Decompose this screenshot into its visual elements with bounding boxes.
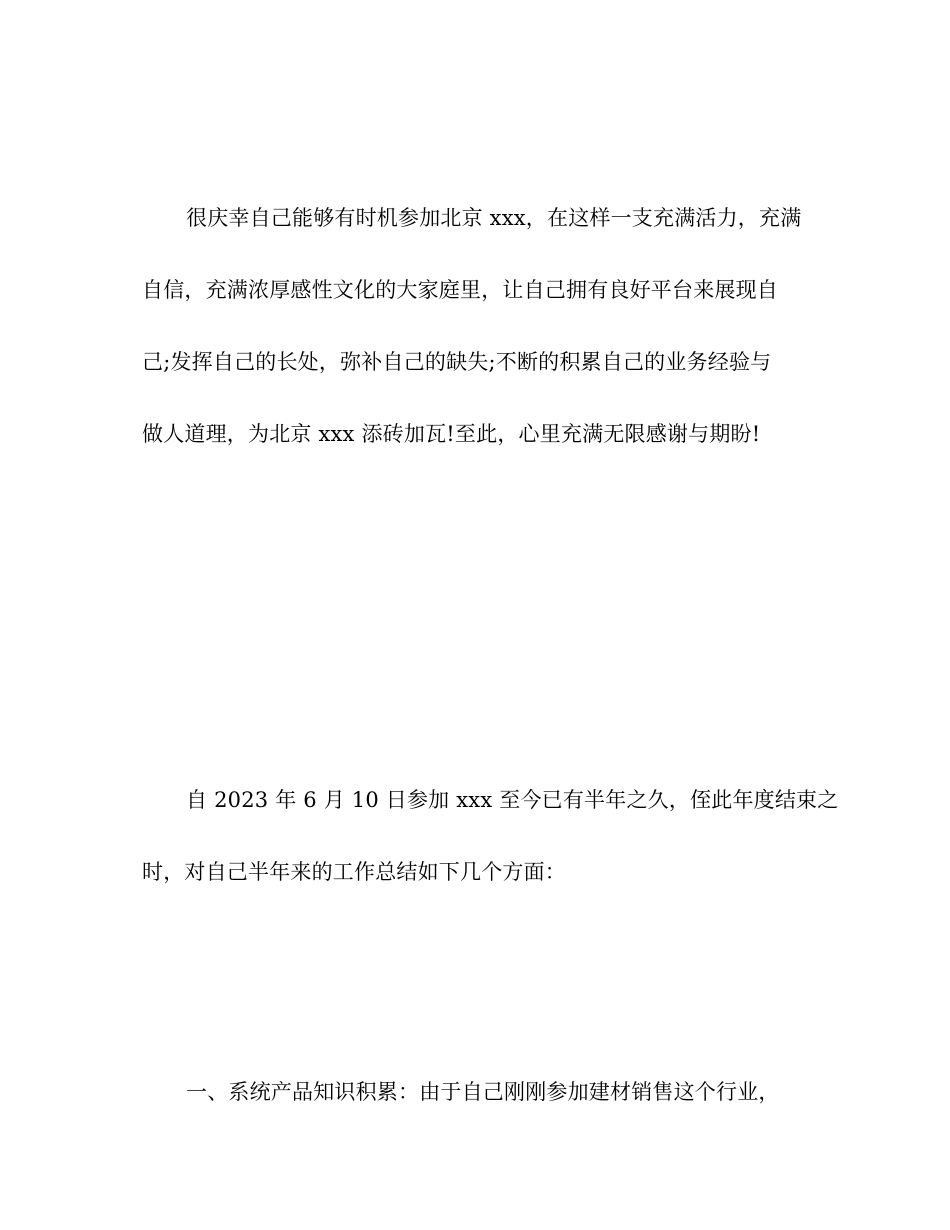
paragraph-2-line-1: 自 2023 年 6 月 10 日参加 xxx 至今已有半年之久，侄此年度结束之 xyxy=(186,788,839,812)
paragraph-1-line-4: 做人道理，为北京 xxx 添砖加瓦!至此，心里充满无限感谢与期盼! xyxy=(142,422,761,446)
paragraph-1-line-1: 很庆幸自己能够有时机参加北京 xxx，在这样一支充满活力，充满 xyxy=(186,206,802,230)
paragraph-1-line-2: 自信，充满浓厚感性文化的大家庭里，让自己拥有良好平台来展现自 xyxy=(142,278,778,302)
paragraph-2-line-2: 时，对自己半年来的工作总结如下几个方面： xyxy=(142,860,566,884)
paragraph-3-line-1: 一、系统产品知识积累：由于自己刚刚参加建材销售这个行业， xyxy=(186,1080,780,1104)
paragraph-1-line-3: 己;发挥自己的长处，弥补自己的缺失;不断的积累自己的业务经验与 xyxy=(142,350,772,374)
